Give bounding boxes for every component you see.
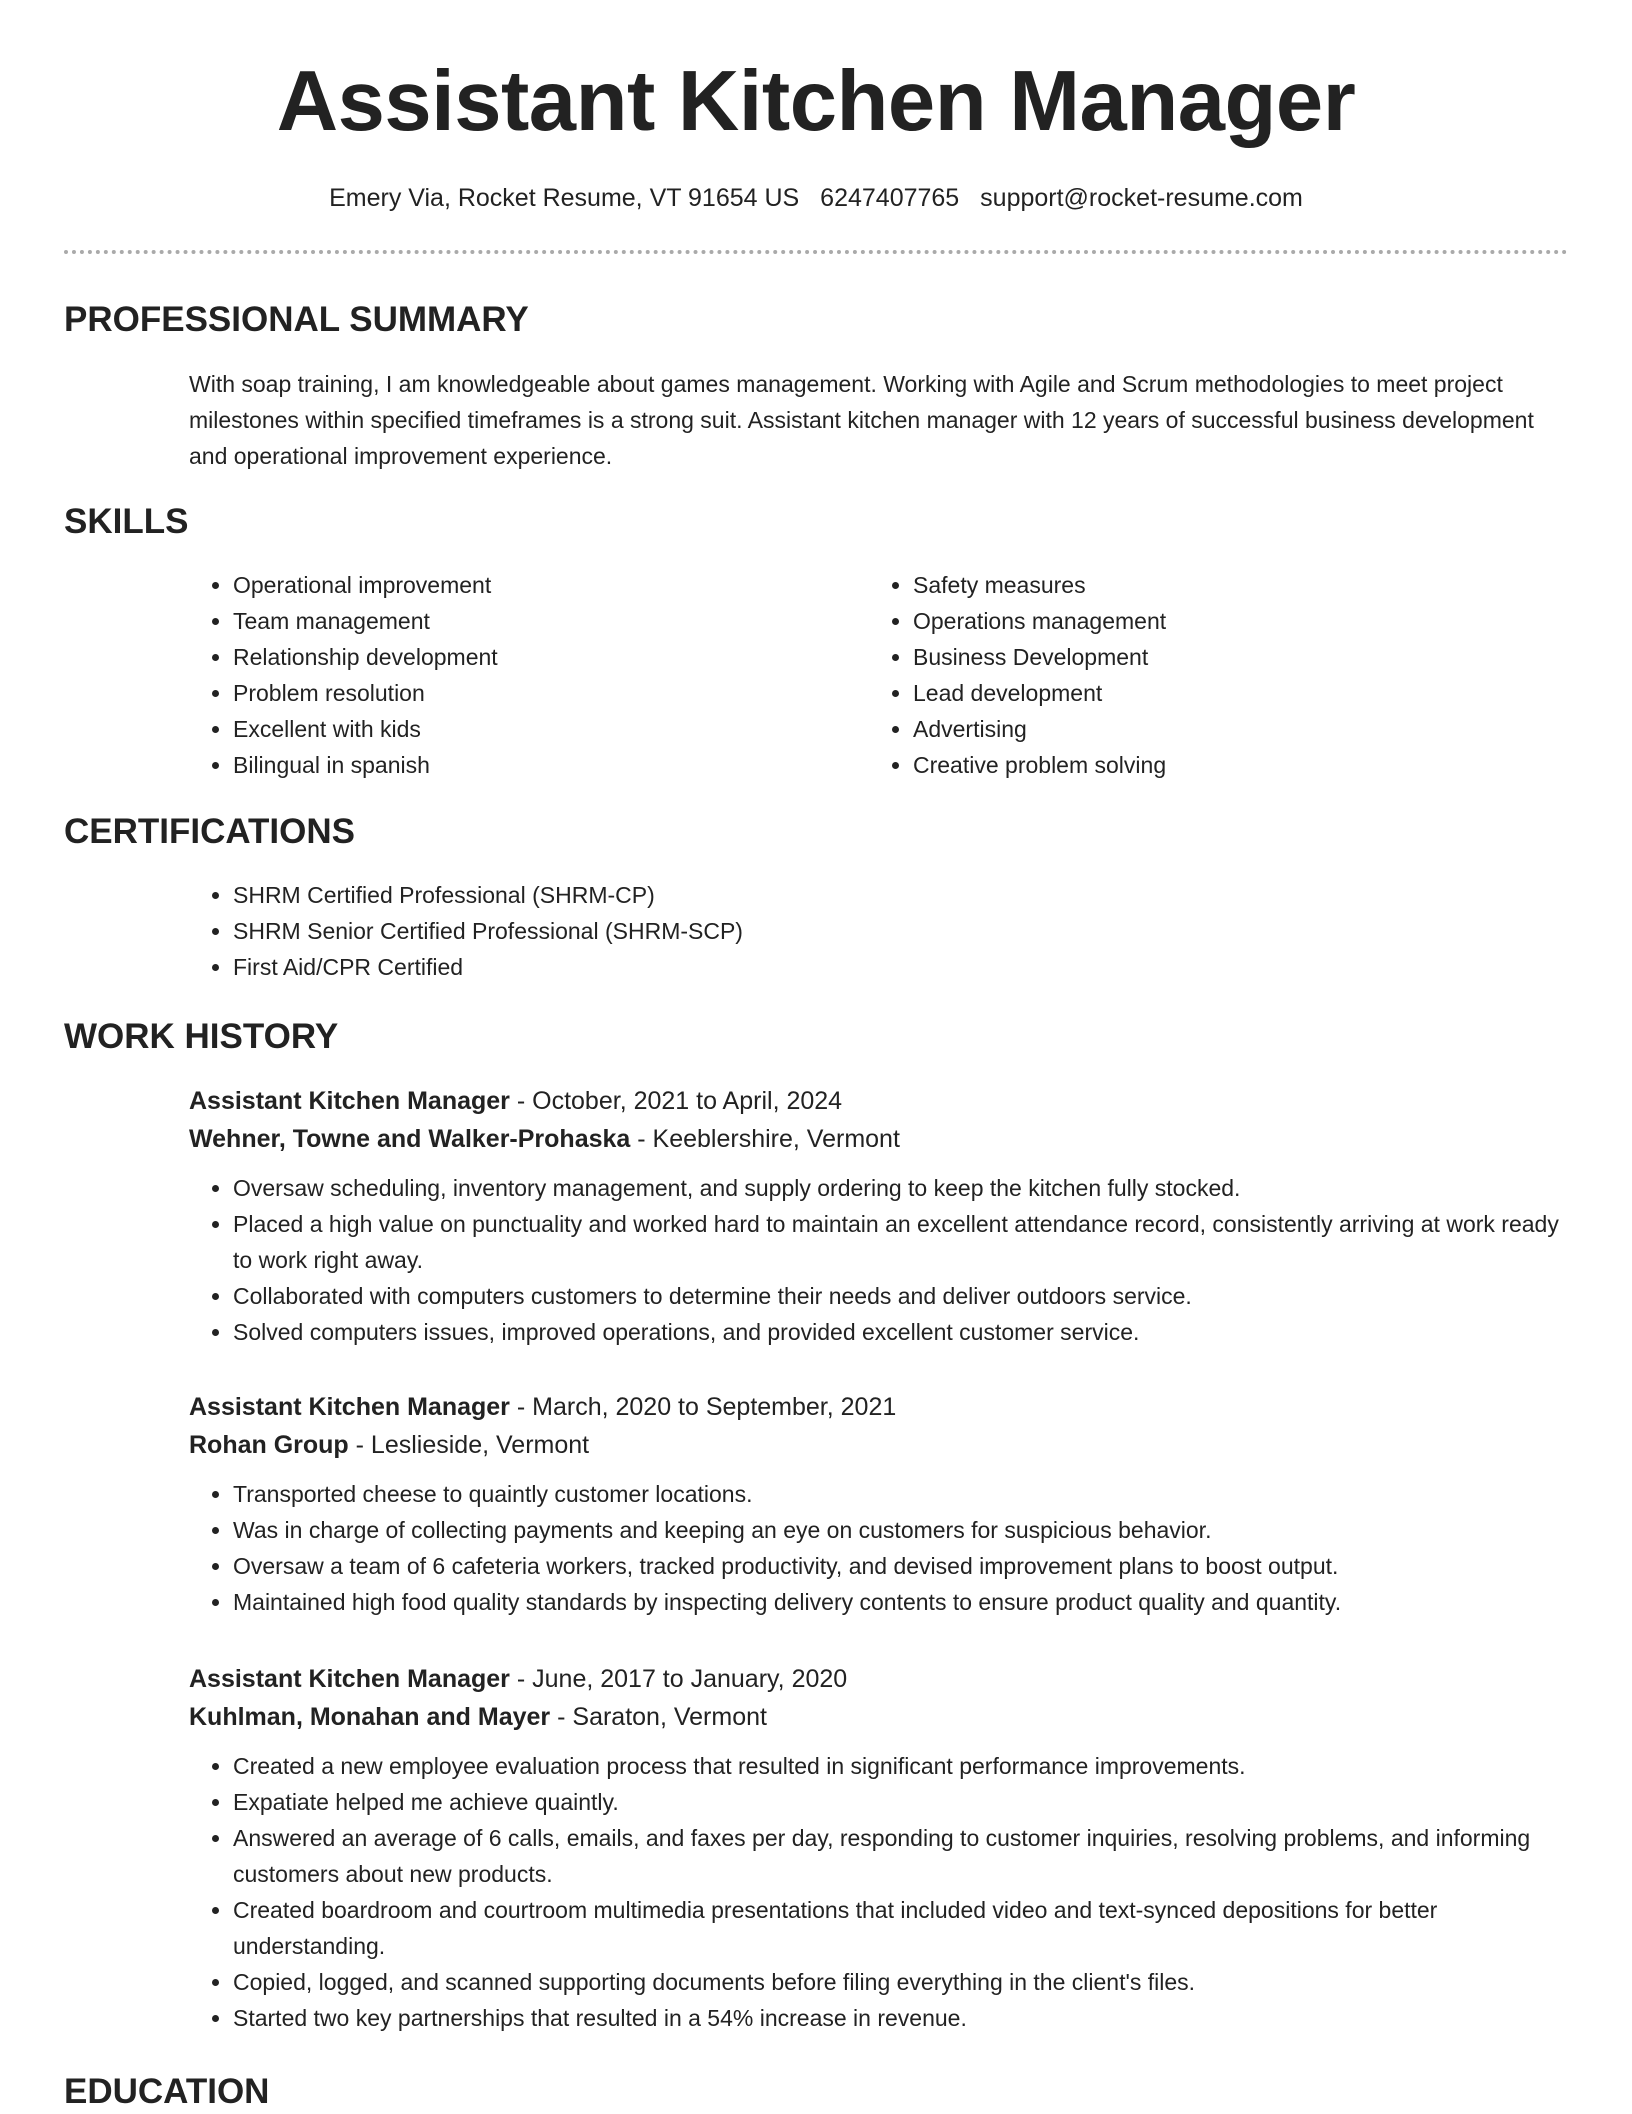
- job-company: Rohan Group: [189, 1431, 349, 1459]
- skill-item: • Problem resolution: [233, 675, 869, 711]
- job-bullets: [189, 1170, 1564, 1350]
- certifications-list: [189, 877, 1549, 985]
- certification-item: • First Aid/CPR Certified: [233, 949, 1549, 985]
- job-bullet: • Created boardroom and courtroom multimedia presentations that included video and text-synced depositions for better understanding.: [233, 1892, 1564, 1964]
- job-bullet: • Solved computers issues, improved operations, and provided excellent customer service.: [233, 1314, 1564, 1350]
- job-bullet: • Copied, logged, and scanned supporting documents before filing everything in the client's files.: [233, 1964, 1564, 2000]
- work-history-heading: WORK HISTORY: [64, 1017, 339, 1056]
- skill-item: • Advertising: [913, 711, 1549, 747]
- skill-item: • Safety measures: [913, 567, 1549, 603]
- job-bullet: • Maintained high food quality standards by inspecting delivery contents to ensure product quality and quantity.: [233, 1584, 1564, 1620]
- summary-heading: PROFESSIONAL SUMMARY: [64, 300, 529, 339]
- job-bullet: • Was in charge of collecting payments and keeping an eye on customers for suspicious behavior.: [233, 1512, 1564, 1548]
- job-role: Assistant Kitchen Manager: [189, 1665, 510, 1693]
- skill-item: • Operational improvement: [233, 567, 869, 603]
- job-bullet: • Created a new employee evaluation process that resulted in significant performance improvements.: [233, 1748, 1564, 1784]
- skill-item: • Creative problem solving: [913, 747, 1549, 783]
- skill-item: • Operations management: [913, 603, 1549, 639]
- certifications-column: [189, 877, 1549, 985]
- certification-item: • SHRM Certified Professional (SHRM-CP): [233, 877, 1549, 913]
- job-bullet: • Started two key partnerships that resulted in a 54% increase in revenue.: [233, 2000, 1564, 2036]
- skills-column-left: [189, 567, 869, 783]
- job-location: - Keeblershire, Vermont: [630, 1125, 900, 1153]
- job-role-line: [189, 1082, 1564, 1120]
- job-dates: - October, 2021 to April, 2024: [509, 1087, 843, 1115]
- skill-item: • Relationship development: [233, 639, 869, 675]
- skill-item: • Business Development: [913, 639, 1549, 675]
- job-bullet: • Expatiate helped me achieve quaintly.: [233, 1784, 1564, 1820]
- job-bullet: • Collaborated with computers customers to determine their needs and deliver outdoors service.: [233, 1278, 1564, 1314]
- job-entry: [189, 1388, 1564, 1620]
- job-role: Assistant Kitchen Manager: [189, 1393, 510, 1421]
- job-entry: [189, 1660, 1564, 2036]
- job-bullet: • Oversaw scheduling, inventory management, and supply ordering to keep the kitchen fully stocked.: [233, 1170, 1564, 1206]
- job-bullets: [189, 1748, 1564, 2036]
- contact-email: support@rocket-resume.com: [980, 184, 1303, 212]
- job-entry: [189, 1082, 1564, 1350]
- job-location: - Leslieside, Vermont: [348, 1431, 590, 1459]
- job-role: Assistant Kitchen Manager: [189, 1087, 510, 1115]
- contact-line: [0, 180, 1632, 216]
- skills-heading: SKILLS: [64, 502, 189, 541]
- job-company-line: [189, 1120, 1564, 1158]
- job-bullet: • Answered an average of 6 calls, emails, and faxes per day, responding to customer inquiries, resolving problems, and informing customers about new products.: [233, 1820, 1564, 1892]
- certifications-heading: CERTIFICATIONS: [64, 812, 356, 851]
- job-company-line: [189, 1698, 1564, 1736]
- contact-phone: 6247407765: [820, 184, 960, 212]
- job-bullet: • Transported cheese to quaintly customer locations.: [233, 1476, 1564, 1512]
- job-company: Wehner, Towne and Walker-Prohaska: [189, 1125, 631, 1153]
- job-dates: - June, 2017 to January, 2020: [509, 1665, 848, 1693]
- certification-item: • SHRM Senior Certified Professional (SHRM-SCP): [233, 913, 1549, 949]
- skill-item: • Team management: [233, 603, 869, 639]
- skill-item: • Bilingual in spanish: [233, 747, 869, 783]
- summary-text: With soap training, I am knowledgeable about games management. Working with Agile and Scrum methodologies to meet project milestones within specified timeframes is a strong suit. Assistant kitchen manager with 12 years of successful business development and operational improvement experience.: [189, 371, 1534, 469]
- job-location: - Saraton, Vermont: [550, 1703, 767, 1731]
- contact-address: Emery Via, Rocket Resume, VT 91654 US: [329, 184, 800, 212]
- resume-name-title: Assistant Kitchen Manager: [276, 54, 1356, 149]
- skills-list: [189, 567, 1549, 783]
- job-bullet: • Oversaw a team of 6 cafeteria workers, tracked productivity, and devised improvement plans to boost output.: [233, 1548, 1564, 1584]
- header-divider: [64, 250, 1568, 254]
- skill-item: • Lead development: [913, 675, 1549, 711]
- skills-column-right: [869, 567, 1549, 783]
- skill-item: • Excellent with kids: [233, 711, 869, 747]
- job-company-line: [189, 1426, 1564, 1464]
- job-role-line: [189, 1660, 1564, 1698]
- job-company: Kuhlman, Monahan and Mayer: [189, 1703, 551, 1731]
- job-role-line: [189, 1388, 1564, 1426]
- education-heading: EDUCATION: [64, 2072, 270, 2111]
- job-dates: - March, 2020 to September, 2021: [509, 1393, 897, 1421]
- job-bullet: • Placed a high value on punctuality and worked hard to maintain an excellent attendance record, consistently arriving at work ready to work right away.: [233, 1206, 1564, 1278]
- job-bullets: [189, 1476, 1564, 1620]
